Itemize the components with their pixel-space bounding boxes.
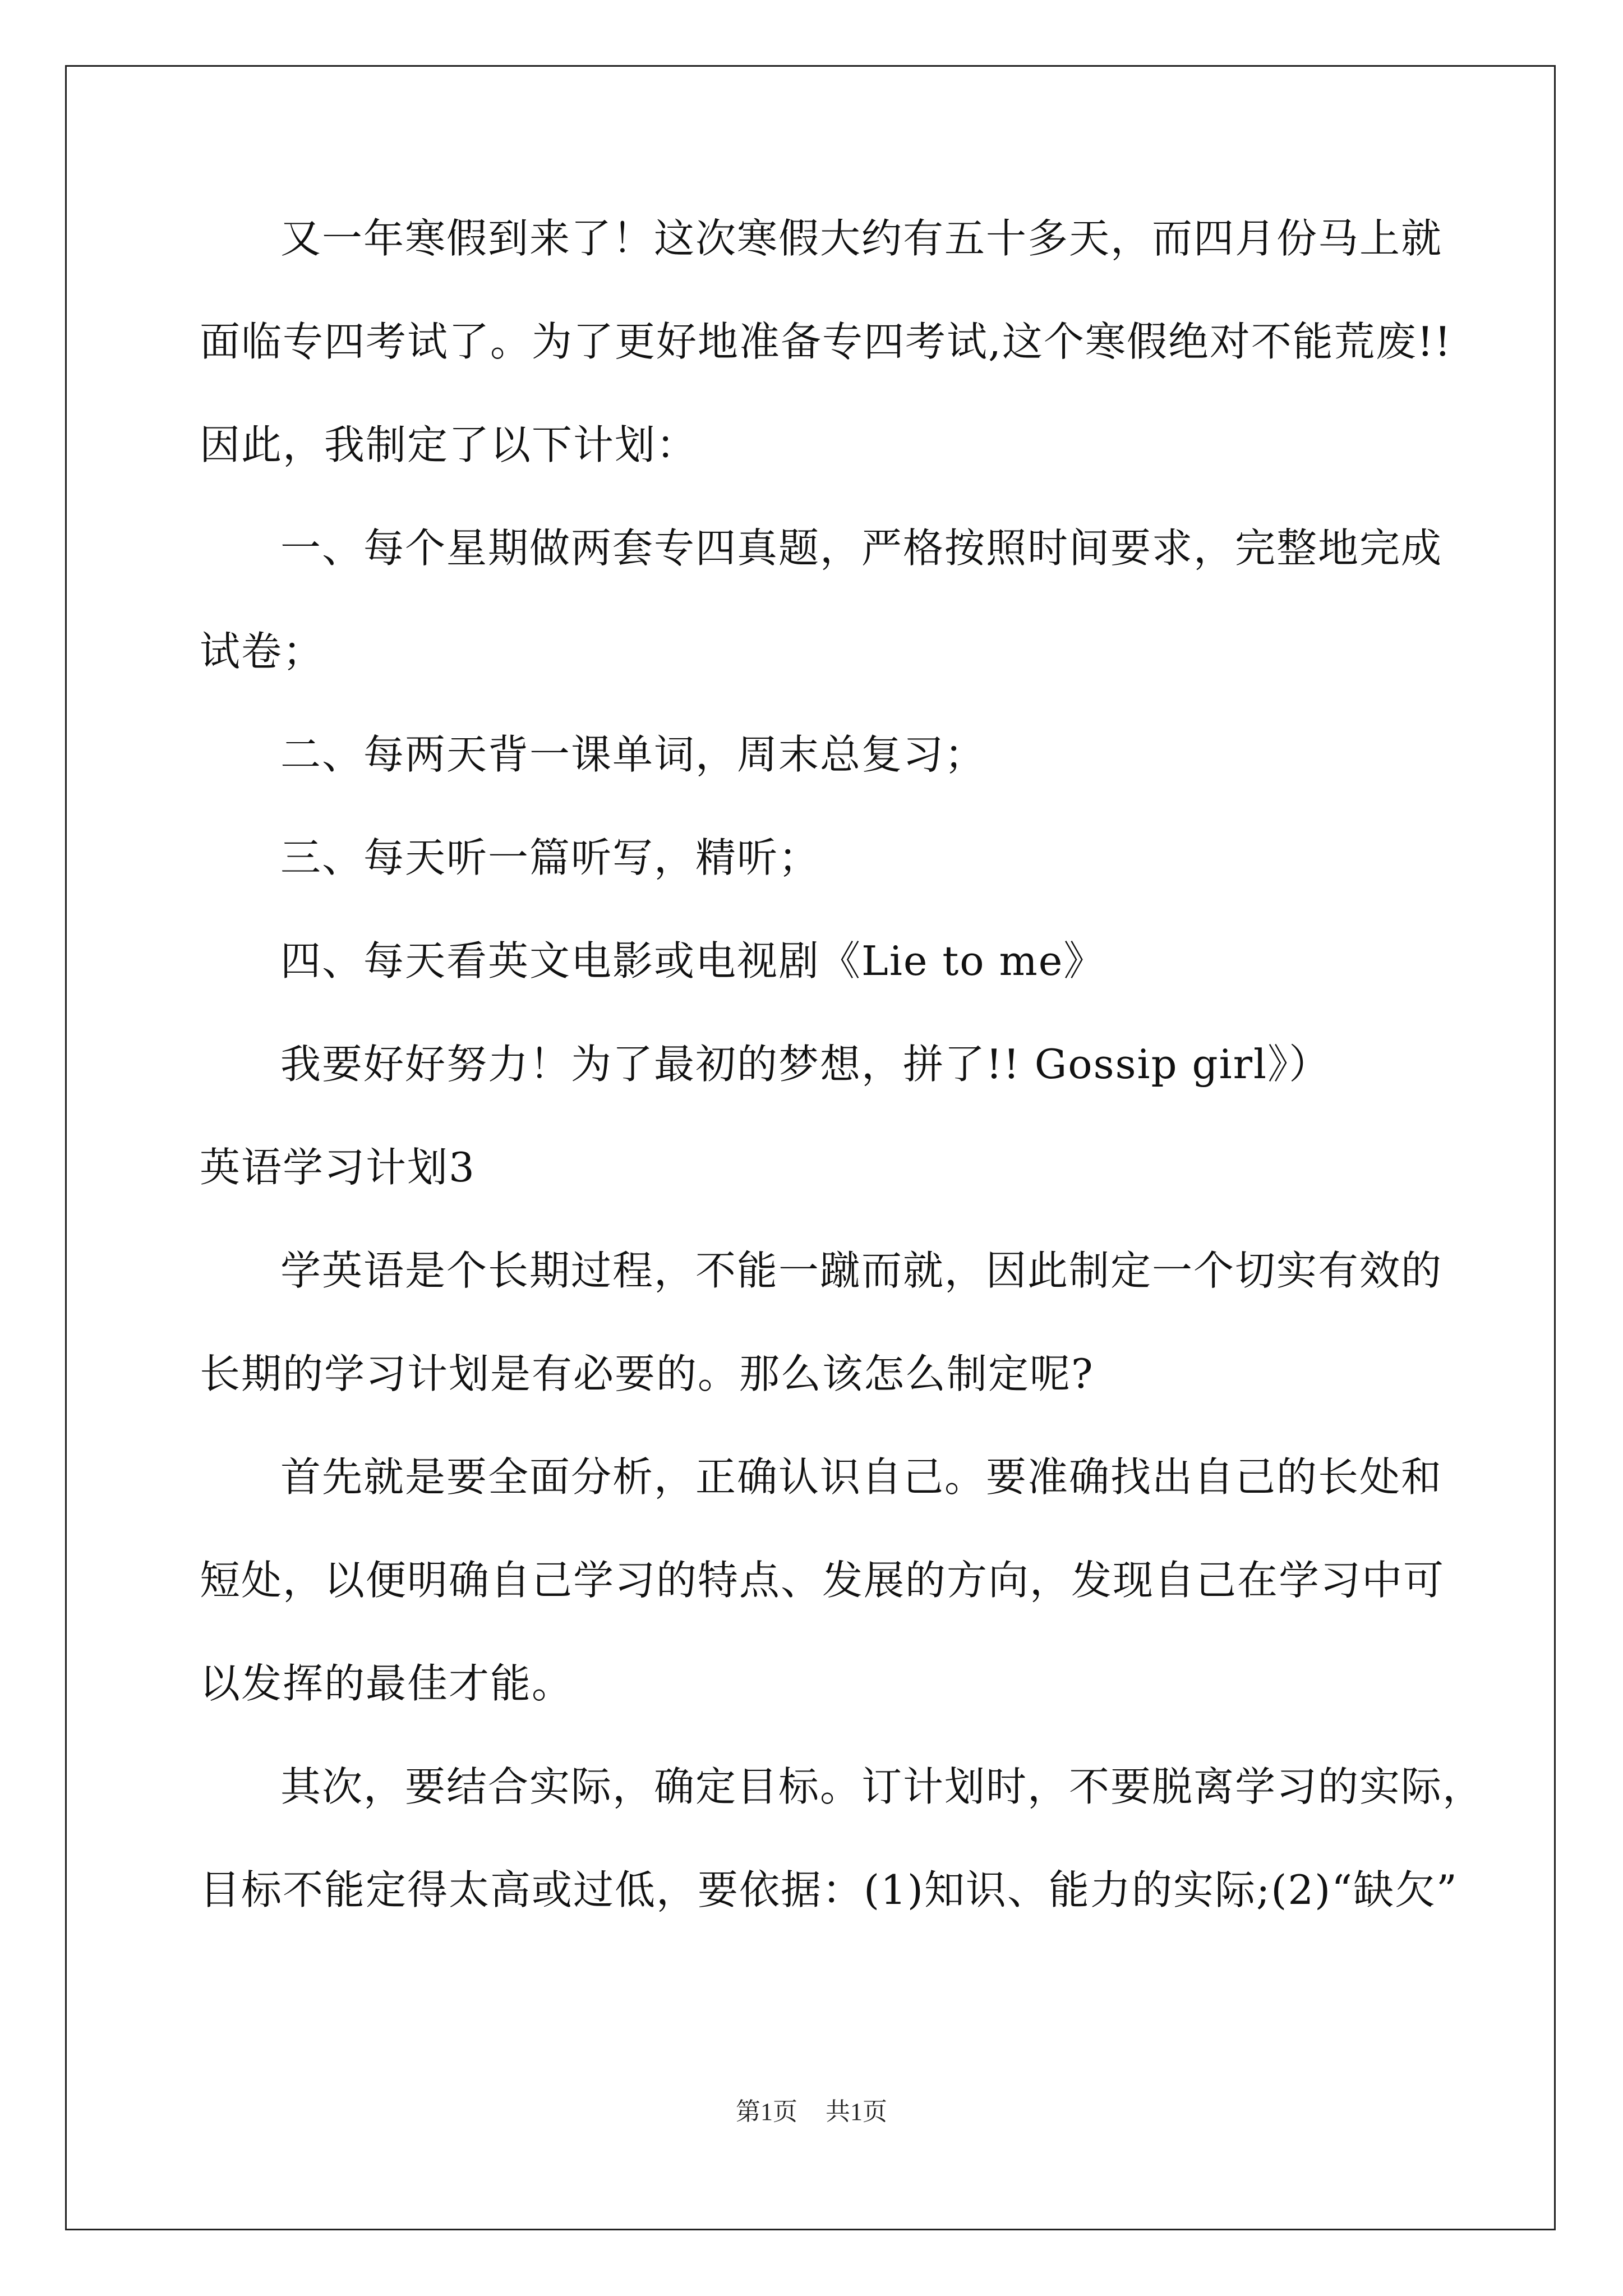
list-item: 一、每个星期做两套专四真题，严格按照时间要求，完整地完成 [280,524,1443,572]
paragraph-line: 因此，我制定了以下计划： [200,421,698,468]
list-item-continuation: 试卷； [200,628,325,675]
list-item: 四、每天看英文电影或电视剧《Lie to me》 [280,937,1105,984]
list-item: 三、每天听一篇听写，精听； [280,834,820,881]
paragraph-line: 以发挥的最佳才能。 [200,1660,574,1707]
page-number: 第1页 [736,2098,797,2125]
paragraph-line: 目标不能定得太高或过低，要依据：(1)知识、能力的实际;(2)“缺欠” [200,1866,1458,1913]
paragraph-line: 面临专四考试了。为了更好地准备专四考试,这个寒假绝对不能荒废!! [200,318,1452,365]
page-total: 共1页 [826,2098,887,2125]
paragraph-line: 又一年寒假到来了！这次寒假大约有五十多天，而四月份马上就 [280,215,1443,262]
paragraph-line: 短处，以便明确自己学习的特点、发展的方向，发现自己在学习中可 [200,1557,1445,1604]
paragraph-line: 我要好好努力！为了最初的梦想，拼了!! Gossip girl》） [280,1041,1331,1088]
paragraph-line: 其次，要结合实际，确定目标。订计划时，不要脱离学习的实际， [280,1763,1484,1810]
list-item: 二、每两天背一课单词，周末总复习； [280,731,986,778]
paragraph-line: 首先就是要全面分析，正确认识自己。要准确找出自己的长处和 [280,1453,1443,1501]
paragraph-line: 学英语是个长期过程，不能一蹴而就，因此制定一个切实有效的 [280,1247,1443,1294]
paragraph-line: 长期的学习计划是有必要的。那么该怎么制定呢? [200,1350,1094,1397]
page-footer [0,2095,1623,2129]
section-heading: 英语学习计划3 [200,1144,476,1191]
